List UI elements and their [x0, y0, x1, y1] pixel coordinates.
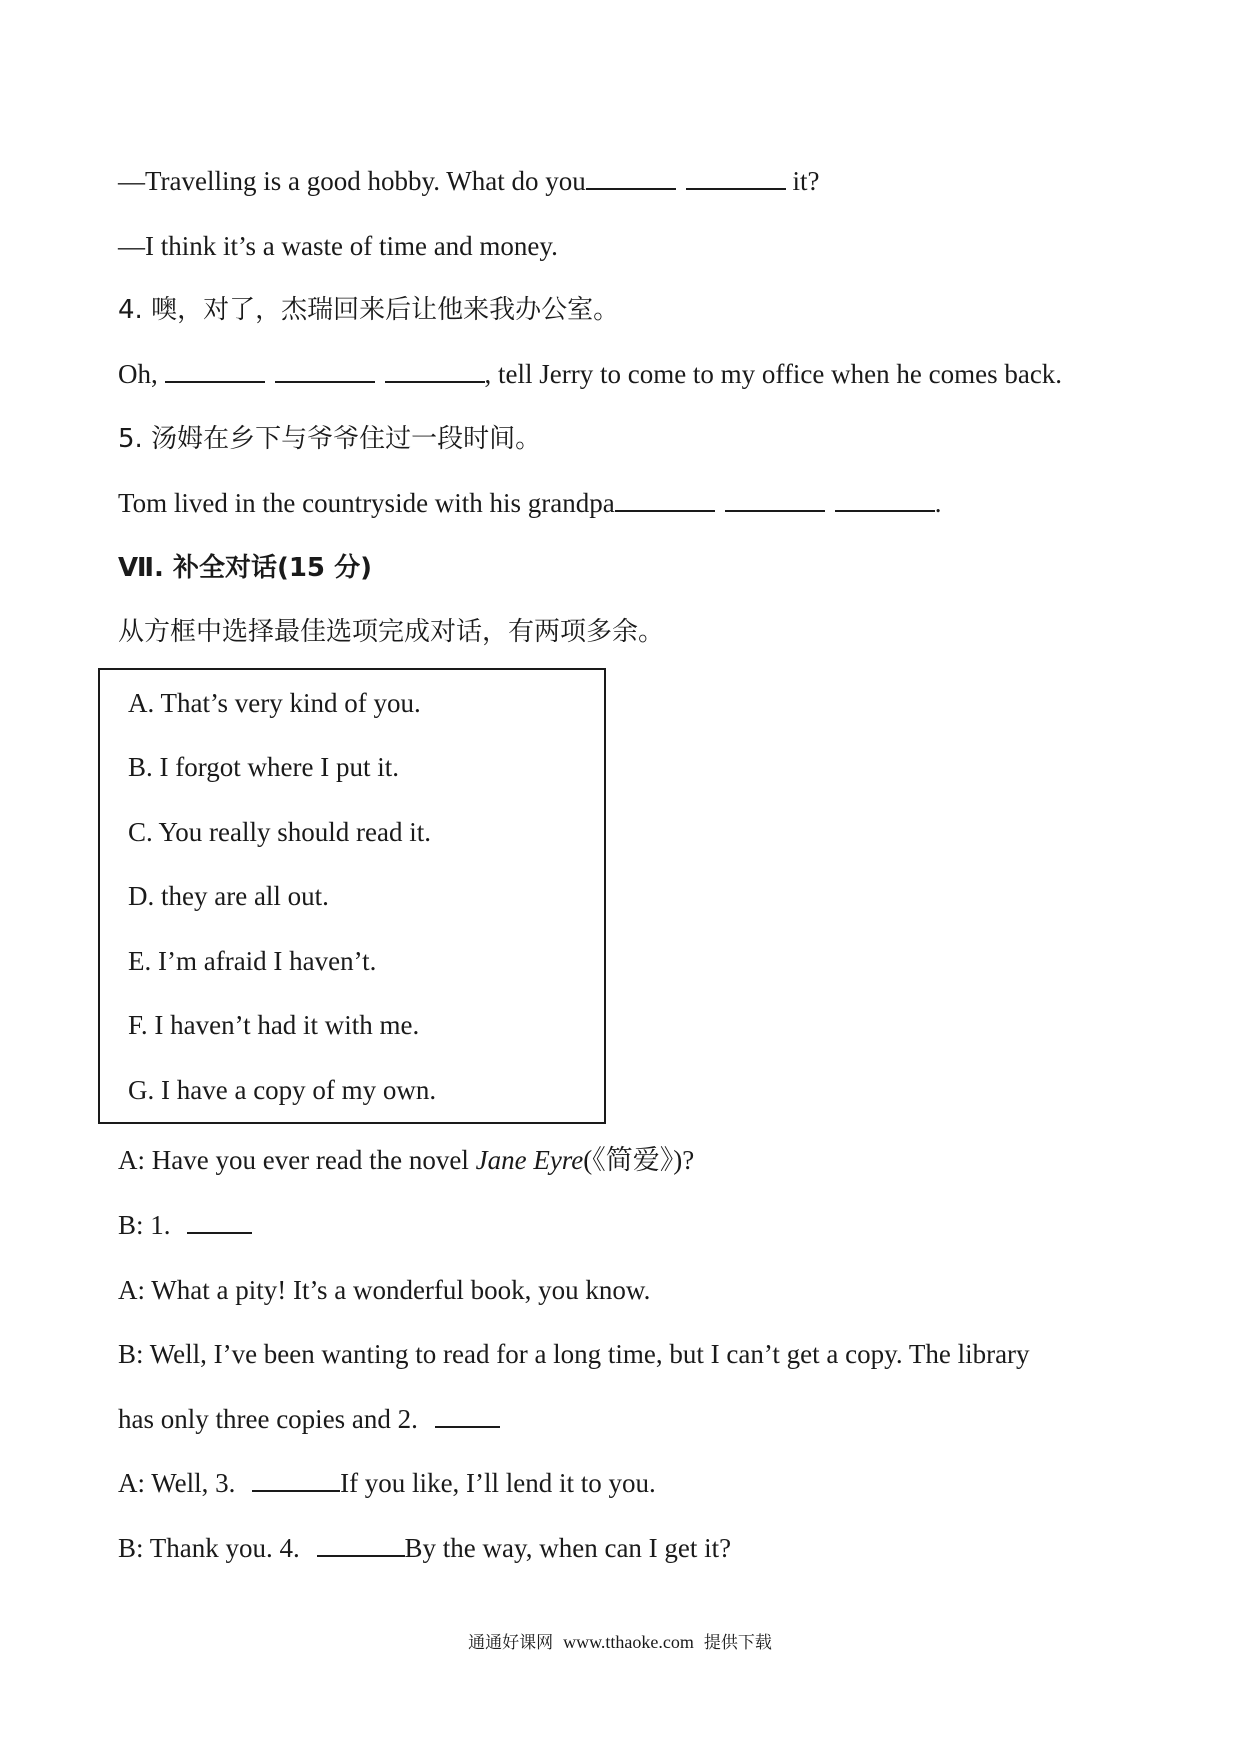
answer-blank[interactable] — [187, 1208, 252, 1234]
q4-prompt: 4. 噢，对了，杰瑞回来后让他来我办公室。 — [118, 295, 620, 325]
dialogue-b3 — [118, 1531, 731, 1565]
dialogue-a1 — [118, 1143, 694, 1177]
dialogue-b2-cont-text: has only three copies and 2. — [118, 1404, 425, 1434]
dialogue-b1-text: B: 1. — [118, 1210, 178, 1240]
q3-line-b: —I think it’s a waste of time and money. — [118, 231, 558, 261]
answer-blank[interactable] — [615, 486, 715, 512]
section-instruction: 从方框中选择最佳选项完成对话，有两项多余。 — [118, 617, 665, 647]
dialogue-b2: B: Well, I’ve been wanting to read for a long time, but I can’t get a copy. The library — [118, 1339, 1030, 1369]
dialogue-a1-post: (《简爱》)? — [583, 1145, 695, 1175]
option-c: C. You really should read it. — [128, 817, 431, 847]
answer-blank[interactable] — [586, 164, 676, 190]
options-box — [98, 668, 606, 1124]
answer-blank[interactable] — [686, 164, 786, 190]
footer-site-name: 通通好课网 — [468, 1633, 554, 1653]
answer-blank[interactable] — [165, 357, 265, 383]
q4-start: Oh, — [118, 359, 165, 389]
q3-line-a — [118, 164, 819, 198]
answer-blank[interactable] — [385, 357, 485, 383]
option-g: G. I have a copy of my own. — [128, 1075, 437, 1105]
dialogue-a1-text: A: Have you ever read the novel — [118, 1145, 476, 1175]
option-d: D. they are all out. — [128, 881, 329, 911]
q5-start: Tom lived in the countryside with his grandpa — [118, 488, 615, 518]
dialogue-a2: A: What a pity! It’s a wonderful book, you know. — [118, 1275, 651, 1305]
dialogue-b3-pre: B: Thank you. 4. — [118, 1533, 307, 1563]
q3-line-a-end: it? — [785, 166, 820, 196]
answer-blank[interactable] — [275, 357, 375, 383]
dialogue-a3 — [118, 1466, 656, 1500]
dialogue-b1 — [118, 1208, 252, 1242]
q5-answer-line — [118, 486, 942, 520]
q3-line-a-text: —Travelling is a good hobby. What do you — [118, 166, 586, 196]
footer-download-text: 提供下载 — [703, 1633, 772, 1653]
footer-url[interactable]: www.tthaoke.com — [563, 1632, 694, 1652]
section-heading: Ⅶ. 补全对话(15 分) — [118, 553, 372, 583]
dialogue-a3-pre: A: Well, 3. — [118, 1468, 243, 1498]
option-f: F. I haven’t had it with me. — [128, 1010, 420, 1040]
answer-blank[interactable] — [317, 1531, 405, 1557]
q4-answer-line — [118, 357, 1062, 391]
q5-prompt: 5. 汤姆在乡下与爷爷住过一段时间。 — [118, 424, 542, 454]
page-footer — [0, 1628, 1240, 1653]
dialogue-a3-post: If you like, I’ll lend it to you. — [340, 1468, 656, 1498]
answer-blank[interactable] — [835, 486, 935, 512]
answer-blank[interactable] — [252, 1466, 340, 1492]
dialogue-b2-cont — [118, 1402, 500, 1436]
dialogue-b3-post: By the way, when can I get it? — [404, 1533, 732, 1563]
answer-blank[interactable] — [725, 486, 825, 512]
answer-blank[interactable] — [435, 1402, 500, 1428]
option-a: A. That’s very kind of you. — [128, 688, 421, 718]
option-b: B. I forgot where I put it. — [128, 752, 399, 782]
novel-title: Jane Eyre — [475, 1145, 584, 1175]
q4-end: , tell Jerry to come to my office when he comes back. — [484, 359, 1063, 389]
q5-end: . — [934, 488, 942, 518]
option-e: E. I’m afraid I haven’t. — [128, 946, 377, 976]
